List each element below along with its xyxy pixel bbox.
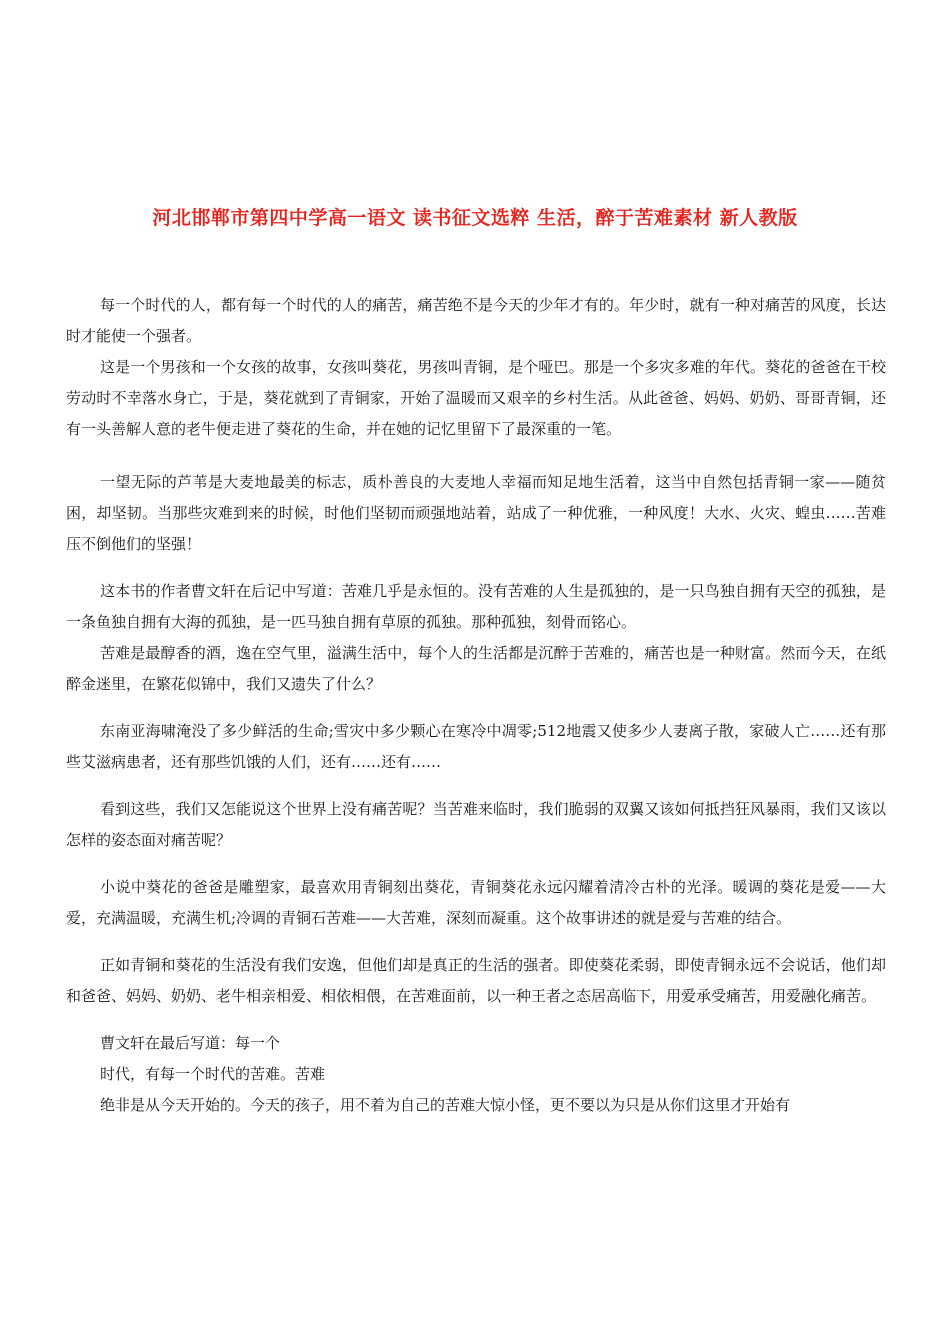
closing-line-3: 绝非是从今天开始的。今天的孩子，用不着为自己的苦难大惊小怪，更不要以为只是从你们这里才开始有 [100,1096,791,1114]
paragraph-9: 正如青铜和葵花的生活没有我们安逸，但他们却是真正的生活的强者。即使葵花柔弱，即使青铜永远不会说话，他们却和爸爸、妈妈、奶奶、老牛相亲相爱、相依相偎，在苦难面前，以一种王者之态居高临下，用爱承受痛苦，用爱融化痛苦。 [66,956,886,1005]
paragraph-7: 看到这些，我们又怎能说这个世界上没有痛苦呢？当苦难来临时，我们脆弱的双翼又该如何抵挡狂风暴雨，我们又该以怎样的姿态面对痛苦呢？ [66,800,886,849]
closing-line-1: 曹文轩在最后写道：每一个 [100,1034,281,1052]
paragraph-4: 这本书的作者曹文轩在后记中写道：苦难几乎是永恒的。没有苦难的人生是孤独的，是一只鸟独自拥有天空的孤独，是一条鱼独自拥有大海的孤独，是一匹马独自拥有草原的孤独。那种孤独，刻骨而铭心。 [66,582,886,631]
paragraph-3: 一望无际的芦苇是大麦地最美的标志，质朴善良的大麦地人幸福而知足地生活着，这当中自然包括青铜一家——随贫困，却坚韧。当那些灾难到来的时候，时他们坚韧而顽强地站着，站成了一种优雅，一种风度！大水、火灾、蝗虫……苦难压不倒他们的坚强！ [66,473,886,553]
paragraph-5: 苦难是最醇香的酒，逸在空气里，溢满生活中，每个人的生活都是沉醉于苦难的，痛苦也是一种财富。然而今天，在纸醉金迷里，在繁花似锦中，我们又遗失了什么？ [66,644,886,693]
paragraph-6: 东南亚海啸淹没了多少鲜活的生命;雪灾中多少颗心在寒冷中凋零;512地震又使多少人妻离子散，家破人亡……还有那些艾滋病患者，还有那些饥饿的人们，还有……还有…… [66,722,886,771]
paragraph-2: 这是一个男孩和一个女孩的故事，女孩叫葵花，男孩叫青铜，是个哑巴。那是一个多灾多难的年代。葵花的爸爸在干校劳动时不幸落水身亡，于是，葵花就到了青铜家，开始了温暖而又艰辛的乡村生活。从此爸爸、妈妈、奶奶、哥哥青铜，还有一头善解人意的老牛便走进了葵花的生命，并在她的记忆里留下了最深重的一笔。 [66,358,886,438]
closing-line-2: 时代，有每一个时代的苦难。苦难 [100,1065,326,1083]
paragraph-1: 每一个时代的人，都有每一个时代的人的痛苦，痛苦绝不是今天的少年才有的。年少时，就有一种对痛苦的风度，长达时才能使一个强者。 [66,296,886,345]
document-title: 河北邯郸市第四中学高一语文 读书征文选粹 生活，醉于苦难素材 新人教版 [152,207,798,229]
paragraph-8: 小说中葵花的爸爸是雕塑家，最喜欢用青铜刻出葵花，青铜葵花永远闪耀着清冷古朴的光泽。暖调的葵花是爱——大爱，充满温暖，充满生机;冷调的青铜石苦难——大苦难，深刻而凝重。这个故事讲述的就是爱与苦难的结合。 [66,878,886,927]
document-body [66,290,886,1121]
